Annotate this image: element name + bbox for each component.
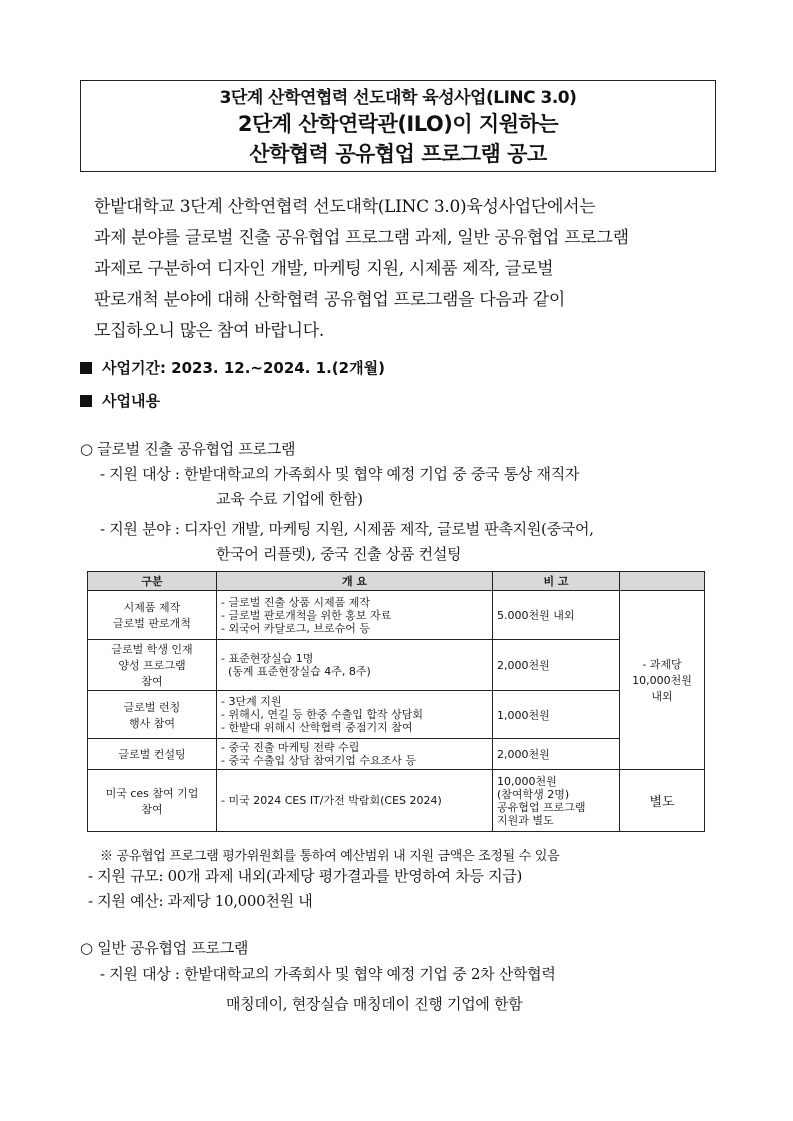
table-row [88,739,705,770]
title-line-2: 2단계 산학연락관(ILO)이 지원하는 [237,112,559,136]
header-note: 비 고 [493,572,620,591]
amount-line: 5.000천원 내외 [497,609,575,622]
title-line-3: 산학협력 공유협업 프로그램 공고 [249,142,547,166]
note-line: 10,000천원 [632,674,692,687]
row-details [217,739,493,770]
table-header-row [88,572,705,591]
global-field-line2: 한국어 리플렛), 중국 진출 상품 컨설팅 [216,545,462,563]
general-target-line1: - 지원 대상 : 한밭대학교의 가족회사 및 협약 예정 기업 중 2차 산학협력 [100,965,556,983]
table-row [88,770,705,832]
program-table [87,571,705,832]
category-line: 글로벌 판로개척 [113,617,191,630]
row-amount [493,591,620,640]
detail-line: - 글로벌 판로개척을 위한 홍보 자료 [221,608,392,622]
section-period [80,357,385,378]
title-box [80,80,716,172]
detail-line: (동계 표준현장실습 4주, 8주) [221,665,371,678]
amount-line: 지원과 별도 [497,813,554,827]
detail-line: - 중국 수출입 상담 참여기업 수요조사 등 [221,754,416,767]
row-details [217,770,493,832]
header-overview: 개 요 [217,572,493,591]
row-details [217,640,493,691]
support-scale: - 지원 규모: 00개 과제 내외(과제당 평가결과를 반영하여 차등 지급) [88,867,523,885]
intro-paragraph [94,192,716,347]
category-line: 글로벌 학생 인재 [111,643,193,656]
row-details [217,691,493,739]
global-program-heading: ○ 글로벌 진출 공유협업 프로그램 [80,440,296,458]
note-line: 내외 [651,690,673,703]
detail-line: - 3단계 지원 [221,695,282,708]
square-bullet-icon [80,362,92,374]
footnote: ※ 공유협업 프로그램 평가위원회를 통하여 예산범위 내 지원 금액은 조정될 수 있음 [100,849,560,864]
category-line: 양성 프로그램 [118,659,186,672]
intro-line: 한밭대학교 3단계 산학연협력 선도대학(LINC 3.0)육성사업단에서는 [94,197,596,217]
category-line: 참여 [141,675,163,688]
category-line: 참여 [141,802,163,816]
intro-line: 모집하오니 많은 참여 바랍니다. [94,321,325,341]
note-line: - 과제당 [642,658,682,671]
title-line-1: 3단계 산학연협력 선도대학 육성사업(LINC 3.0) [219,88,577,108]
general-program-heading: ○ 일반 공유협업 프로그램 [80,939,249,957]
header-empty [620,572,705,591]
detail-line: - 미국 2024 CES IT/가전 박람회(CES 2024) [221,794,442,807]
amount-line: 공유협업 프로그램 [497,800,586,814]
row-amount [493,770,620,832]
amount-line: 2,000천원 [497,659,550,672]
detail-line: - 표준현장실습 1명 [221,652,314,665]
category-line: 글로벌 컨설팅 [118,748,186,761]
detail-line: - 한밭대 위해시 산학협력 중점기지 참여 [221,721,413,734]
header-category: 구분 [88,572,217,591]
amount-line: 2,000천원 [497,748,550,761]
intro-line: 판로개척 분야에 대해 산학협력 공유협업 프로그램을 다음과 같이 [94,290,566,310]
section-content [80,390,160,411]
table-row [88,691,705,739]
period-text: 사업기간: 2023. 12.~2024. 1.(2개월) [102,359,385,377]
amount-line: 1,000천원 [497,708,550,722]
detail-line: - 위해시, 연길 등 한중 수출입 합작 상담회 [221,708,423,721]
content-heading: 사업내용 [102,392,160,410]
row-category [88,739,217,770]
merged-note [620,591,705,770]
category-line: 글로벌 런칭 [123,700,181,714]
row-amount [493,739,620,770]
category-line: 시제품 제작 [123,601,181,614]
global-target-line1: - 지원 대상 : 한밭대학교의 가족회사 및 협약 예정 기업 중 중국 통상 재직자 [100,465,580,483]
category-line: 행사 참여 [128,716,175,730]
row-details [217,591,493,640]
global-field-line1: - 지원 분야 : 디자인 개발, 마케팅 지원, 시제품 제작, 글로벌 판촉지원(중국어, [100,520,594,538]
square-bullet-icon [80,395,92,407]
detail-line: - 외국어 카달로그, 브로슈어 등 [221,621,370,635]
row-amount [493,691,620,739]
amount-line: (참여학생 2명) [497,787,570,801]
category-line: 미국 ces 참여 기업 [105,786,199,800]
global-target-line2: 교육 수료 기업에 한함) [216,490,363,508]
general-target-line2: 매칭데이, 현장실습 매칭데이 진행 기업에 한함 [226,995,523,1013]
row-category [88,591,217,640]
last-note: 별도 [620,770,705,832]
detail-line: - 글로벌 진출 상품 시제품 제작 [221,595,370,609]
row-amount [493,640,620,691]
row-category [88,770,217,832]
detail-line: - 중국 진출 마케팅 전략 수립 [221,741,360,754]
support-budget: - 지원 예산: 과제당 10,000천원 내 [88,892,313,910]
intro-line: 과제 분야를 글로벌 진출 공유협업 프로그램 과제, 일반 공유협업 프로그램 [94,228,629,248]
row-category [88,640,217,691]
table-row [88,640,705,691]
row-category [88,691,217,739]
intro-line: 과제로 구분하여 디자인 개발, 마케팅 지원, 시제품 제작, 글로벌 [94,259,554,279]
table-row [88,591,705,640]
amount-line: 10,000천원 [497,774,557,788]
